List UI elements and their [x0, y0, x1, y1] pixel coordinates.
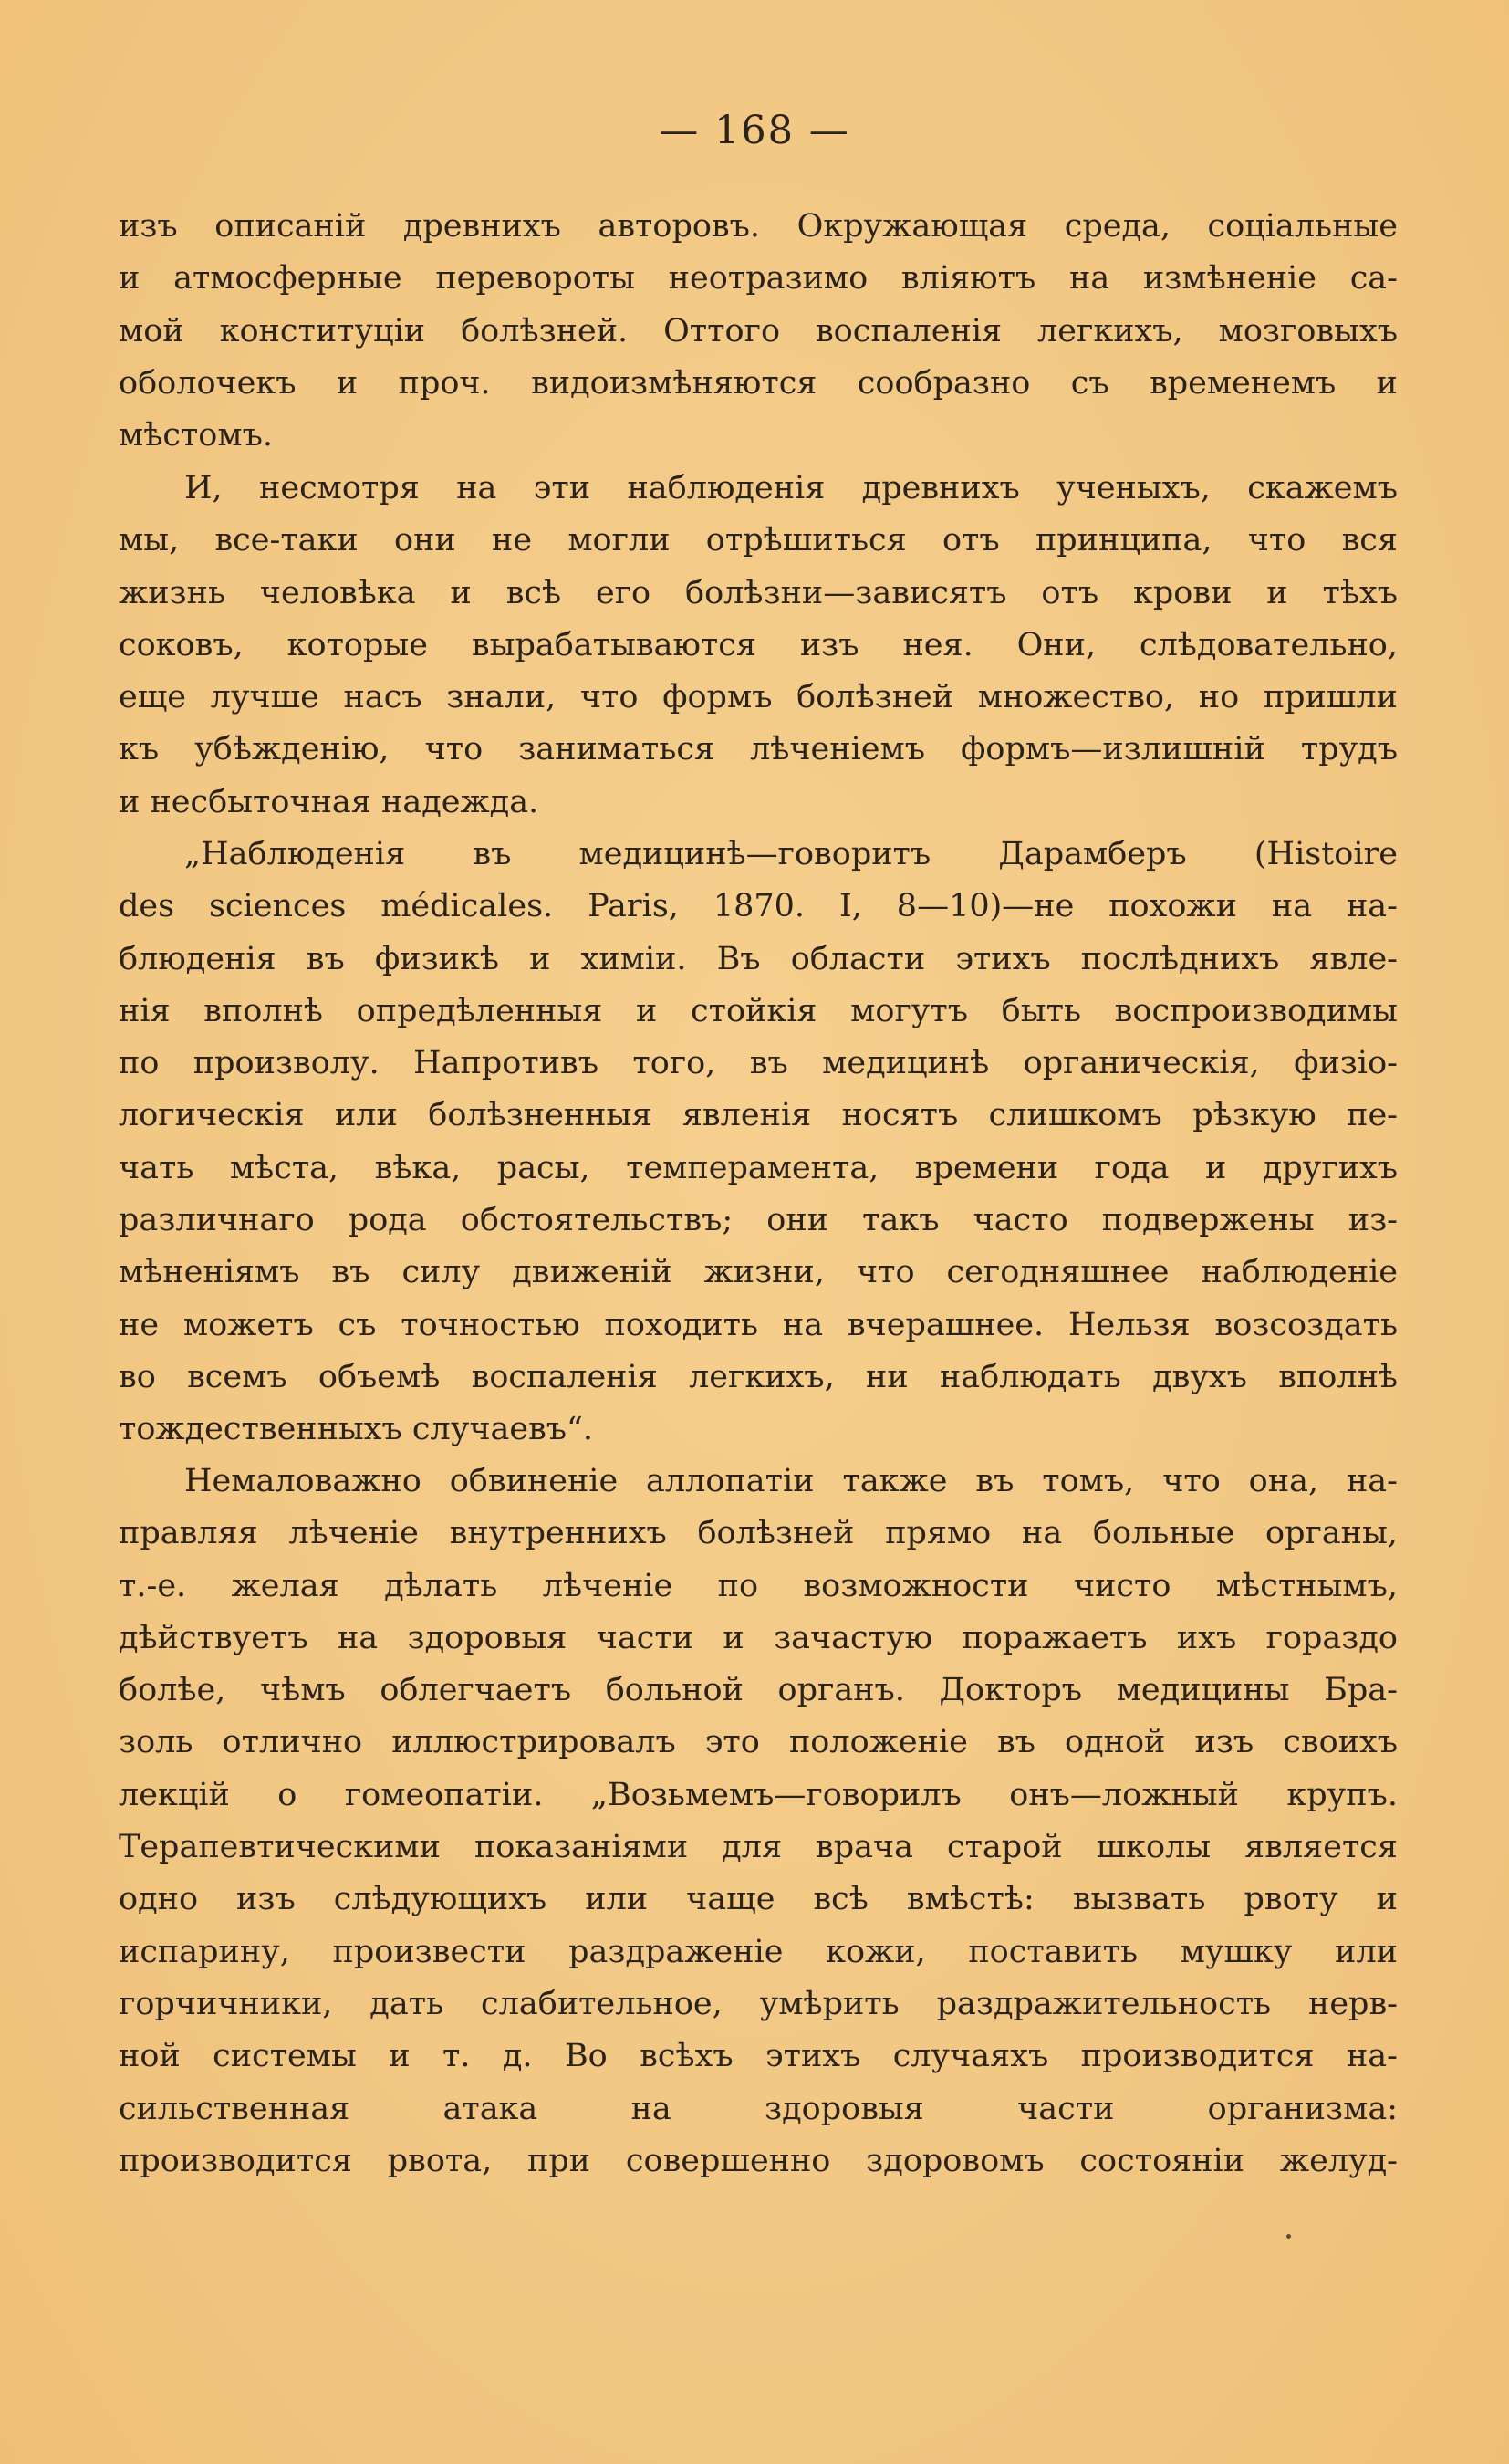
text-line: мы, все-таки они не могли отрѣшиться отъ принципа, что вся	[119, 522, 1398, 559]
text-line: мѣстомъ.	[119, 417, 273, 454]
text-line: des sciences médicales. Paris, 1870. I, 8—10)—не похожи на на-	[119, 888, 1398, 925]
text-line: сильственная атака на здоровыя части организма:	[119, 2090, 1398, 2127]
text-line: оболочекъ и проч. видоизмѣняются сообразно съ временемъ и	[119, 364, 1398, 402]
text-line: производится рвота, при совершенно здоровомъ состояніи желуд-	[119, 2142, 1398, 2179]
text-line: одно изъ слѣдующихъ или чаще всѣ вмѣстѣ: вызвать рвоту и	[119, 1881, 1398, 1918]
text-line: жизнь человѣка и всѣ его болѣзни—зависятъ отъ крови и тѣхъ	[119, 574, 1398, 611]
text-line: различнаго рода обстоятельствъ; они такъ часто подвержены из-	[119, 1202, 1398, 1239]
paragraph-1	[119, 201, 1398, 462]
ink-speck	[1286, 2234, 1291, 2239]
text-line: дѣйствуетъ на здоровыя части и зачастую поражаетъ ихъ гораздо	[119, 1619, 1398, 1656]
text-line: правляя лѣченіе внутреннихъ болѣзней прямо на больные органы,	[119, 1515, 1398, 1552]
text-line: нія вполнѣ опредѣленныя и стойкія могутъ быть воспроизводимы	[119, 992, 1398, 1029]
text-line: испарину, произвести раздраженіе кожи, поставить мушку или	[119, 1933, 1398, 1970]
text-line: къ убѣжденію, что заниматься лѣченіемъ формъ—излишній трудъ	[119, 731, 1398, 768]
text-line: т.-е. желая дѣлать лѣченіе по возможности чисто мѣстнымъ,	[119, 1567, 1398, 1604]
text-line: и несбыточная надежда.	[119, 783, 539, 820]
text-line: лекцій о гомеопатіи. „Возьмемъ—говорилъ онъ—ложный крупъ.	[119, 1776, 1398, 1813]
text-line: ной системы и т. д. Во всѣхъ этихъ случаяхъ производится на-	[119, 2038, 1398, 2075]
text-line: золь отлично иллюстрировалъ это положеніе въ одной изъ своихъ	[119, 1724, 1398, 1761]
text-line: горчичники, дать слабительное, умѣрить раздражительность нерв-	[119, 1985, 1398, 2022]
text-line: блюденія въ физикѣ и химіи. Въ области этихъ послѣднихъ явле-	[119, 940, 1398, 977]
text-line: изъ описаній древнихъ авторовъ. Окружающая среда, соціальные	[119, 208, 1398, 245]
text-line: „Наблюденія въ медицинѣ—говоритъ Дарамберъ (Histoire	[184, 836, 1398, 872]
page-number: — 168 —	[659, 108, 850, 153]
text-line: Терапевтическими показаніями для врача старой школы является	[119, 1829, 1398, 1866]
paragraph-2	[119, 463, 1398, 829]
text-line: мой конституціи болѣзней. Оттого воспаленія легкихъ, мозговыхъ	[119, 312, 1398, 350]
text-line: по произволу. Напротивъ того, въ медицинѣ органическія, физіо-	[119, 1045, 1398, 1082]
text-line: во всемъ объемѣ воспаленія легкихъ, ни наблюдать двухъ вполнѣ	[119, 1358, 1398, 1395]
text-line: И, несмотря на эти наблюденія древнихъ ученыхъ, скажемъ	[184, 470, 1398, 506]
text-line: Немаловажно обвиненіе аллопатіи также въ томъ, что она, на-	[184, 1463, 1398, 1499]
text-line: и атмосферные перевороты неотразимо вліяютъ на измѣненіе са-	[119, 260, 1398, 298]
text-line: тождественныхъ случаевъ“.	[119, 1411, 594, 1448]
text-line: чать мѣста, вѣка, расы, темперамента, времени года и другихъ	[119, 1149, 1398, 1186]
text-line: болѣе, чѣмъ облегчаетъ больной органъ. Докторъ медицины Бра-	[119, 1672, 1398, 1709]
text-line: соковъ, которые вырабатываются изъ нея. Они, слѣдовательно,	[119, 626, 1398, 663]
text-line: логическія или болѣзненныя явленія носятъ слишкомъ рѣзкую пе-	[119, 1097, 1398, 1134]
text-line: не можетъ съ точностью походить на вчерашнее. Нельзя возсоздать	[119, 1306, 1398, 1343]
text-line: еще лучше насъ знали, что формъ болѣзней множество, но пришли	[119, 679, 1398, 716]
paragraph-3	[119, 829, 1398, 1456]
text-line: мѣненіямъ въ силу движеній жизни, что сегодняшнее наблюденіе	[119, 1254, 1398, 1291]
paragraph-4	[119, 1456, 1398, 2187]
